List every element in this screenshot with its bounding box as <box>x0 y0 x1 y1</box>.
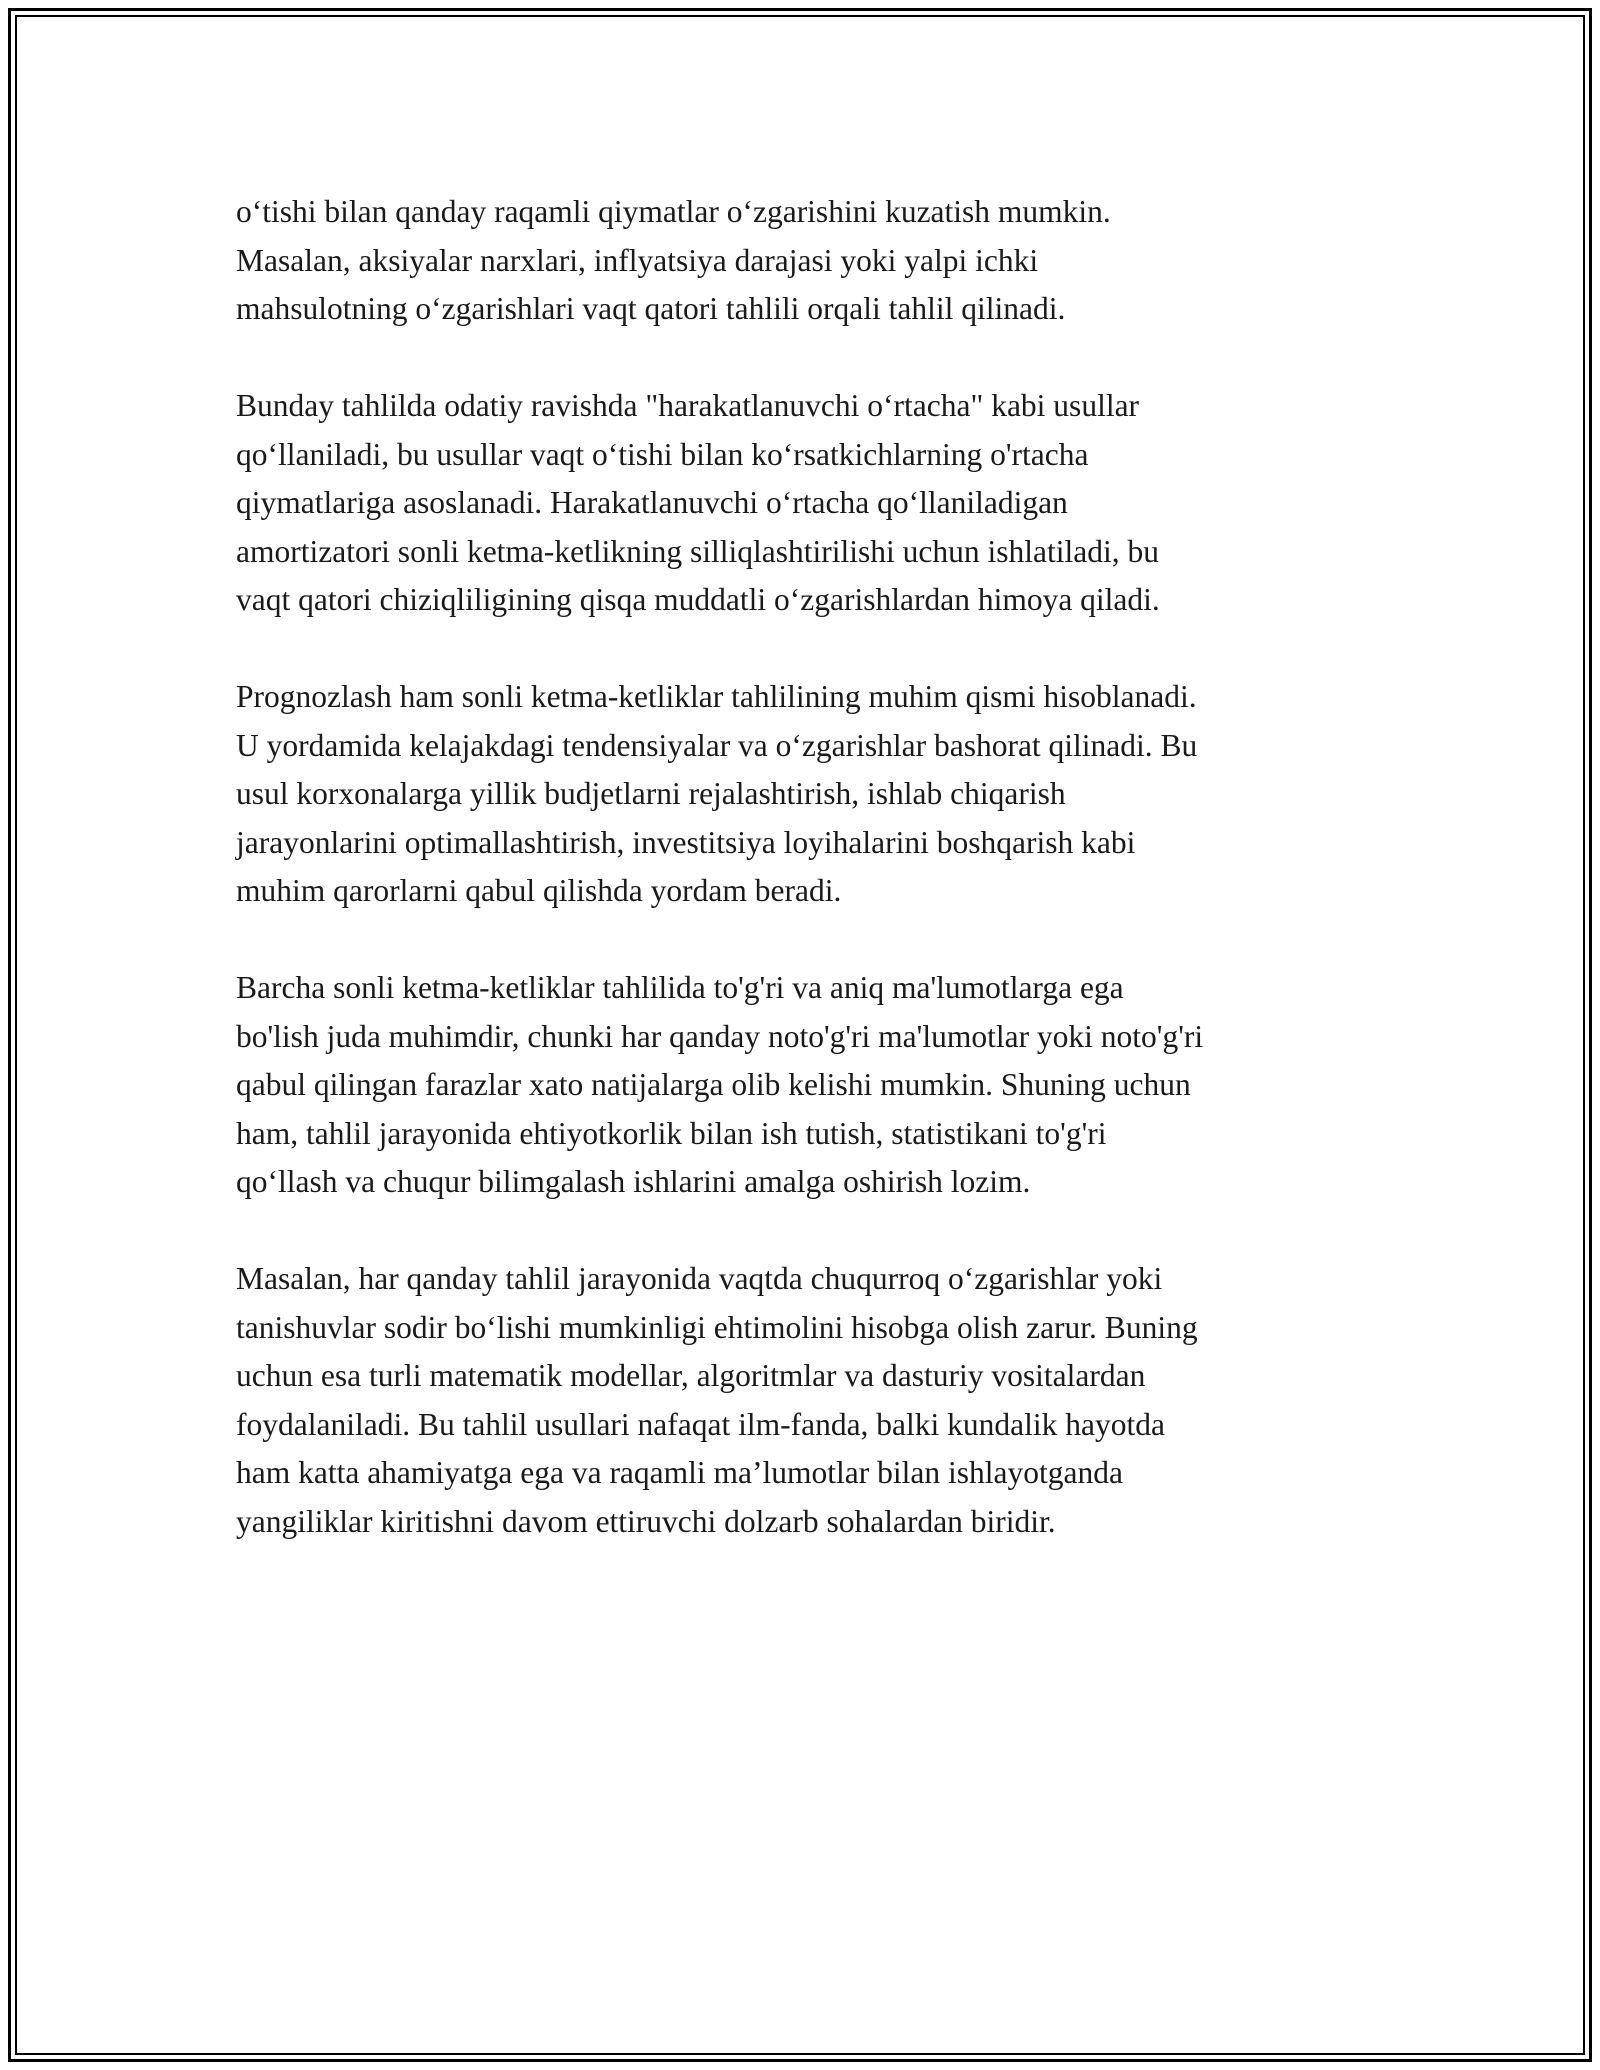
text-line: Masalan, har qanday tahlil jarayonida vaqtda chuqurroq o‘zgarishlar yoki <box>236 1261 1163 1296</box>
paragraph-5 <box>236 1255 1396 1546</box>
text-line: ham, tahlil jarayonida ehtiyotkorlik bilan ish tutish, statistikani to'g'ri <box>236 1115 1107 1151</box>
text-line: bo'lish juda muhimdir, chunki har qanday noto'g'ri ma'lumotlar yoki noto'g'ri <box>236 1018 1204 1054</box>
paragraph-2 <box>236 382 1396 625</box>
text-line: qiymatlariga asoslanadi. Harakatlanuvchi o‘rtacha qo‘llaniladigan <box>236 485 1068 520</box>
text-line: usul korxonalarga yillik budjetlarni rejalashtirish, ishlab chiqarish <box>236 776 1066 811</box>
text-line: Masalan, aksiyalar narxlari, inflyatsiya darajasi yoki yalpi ichki <box>236 242 1039 278</box>
paragraph-1 <box>236 188 1396 334</box>
text-line: o‘tishi bilan qanday raqamli qiymatlar o‘zgarishini kuzatish mumkin. <box>236 194 1111 229</box>
text-line: Barcha sonli ketma-ketliklar tahlilida to'g'ri va aniq ma'lumotlarga ega <box>236 970 1124 1005</box>
text-line: jarayonlarini optimallashtirish, investitsiya loyihalarini boshqarish kabi <box>236 824 1136 860</box>
text-line: yangiliklar kiritishni davom ettiruvchi dolzarb sohalardan biridir. <box>236 1503 1056 1539</box>
text-line: Bunday tahlilda odatiy ravishda "harakatlanuvchi o‘rtacha" kabi usullar <box>236 388 1140 423</box>
text-line: U yordamida kelajakdagi tendensiyalar va o‘zgarishlar bashorat qilinadi. Bu <box>236 727 1198 763</box>
document-body <box>236 188 1396 1595</box>
paragraph-4 <box>236 964 1396 1207</box>
text-line: qo‘llash va chuqur bilimgalash ishlarini amalga oshirish lozim. <box>236 1164 1031 1199</box>
text-line: mahsulotning o‘zgarishlari vaqt qatori tahlili orqali tahlil qilinadi. <box>236 291 1066 326</box>
paragraph-3 <box>236 673 1396 916</box>
text-line: qabul qilingan farazlar xato natijalarga olib kelishi mumkin. Shuning uchun <box>236 1067 1191 1102</box>
text-line: muhim qarorlarni qabul qilishda yordam beradi. <box>236 873 842 908</box>
text-line: qo‘llaniladi, bu usullar vaqt o‘tishi bilan ko‘rsatkichlarning o'rtacha <box>236 436 1089 472</box>
text-line: Prognozlash ham sonli ketma-ketliklar tahlilining muhim qismi hisoblanadi. <box>236 679 1197 714</box>
text-line: amortizatori sonli ketma-ketlikning silliqlashtirilishi uchun ishlatiladi, bu <box>236 533 1159 569</box>
text-line: vaqt qatori chiziqliligining qisqa muddatli o‘zgarishlardan himoya qiladi. <box>236 582 1160 617</box>
text-line: foydalaniladi. Bu tahlil usullari nafaqat ilm-fanda, balki kundalik hayotda <box>236 1406 1165 1442</box>
text-line: ham katta ahamiyatga ega va raqamli ma’lumotlar bilan ishlayotganda <box>236 1455 1123 1490</box>
text-line: uchun esa turli matematik modellar, algoritmlar va dasturiy vositalardan <box>236 1358 1146 1393</box>
text-line: tanishuvlar sodir bo‘lishi mumkinligi ehtimolini hisobga olish zarur. Buning <box>236 1309 1198 1345</box>
